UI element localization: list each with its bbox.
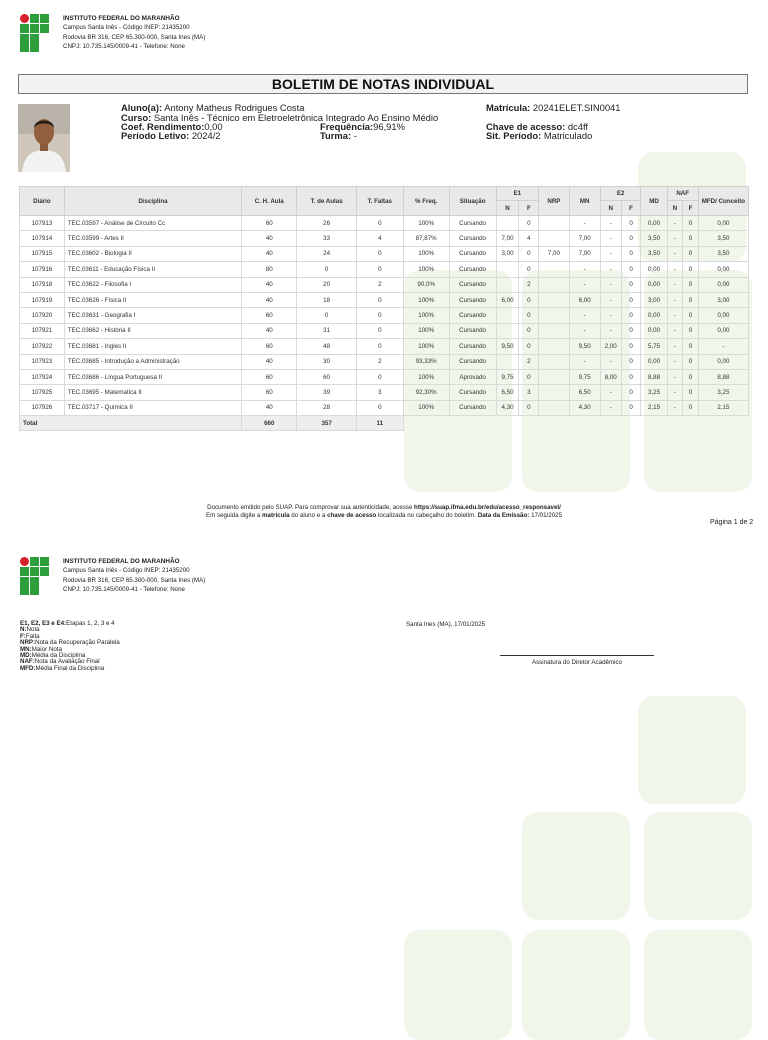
- cell-md: 2,15: [641, 400, 667, 415]
- header-naf: NAF: [667, 187, 698, 201]
- cell-mn: 7,00: [569, 246, 600, 261]
- cell-mfd: 0,00: [698, 277, 748, 292]
- cell-total-faltas: 0: [356, 216, 403, 231]
- cell-total-aulas: 31: [297, 323, 356, 338]
- cell-e1-n: [496, 216, 519, 231]
- cell-situacao: Cursando: [449, 354, 496, 369]
- total-faltas: 11: [356, 416, 403, 431]
- cell-diario: 107923: [20, 354, 65, 369]
- cell-naf-f: 0: [683, 385, 699, 400]
- cell-naf-n: -: [667, 339, 683, 354]
- cell-disciplina: TEC.03602 - Biologia II: [64, 246, 241, 261]
- cell-total-faltas: 0: [356, 339, 403, 354]
- cell-total-aulas: 30: [297, 354, 356, 369]
- cell-freq: 100%: [403, 400, 449, 415]
- cell-mfd: 3,25: [698, 385, 748, 400]
- table-row: [20, 339, 749, 354]
- header-md: MD: [641, 187, 667, 216]
- cell-ch-aula: 40: [242, 323, 297, 338]
- cell-freq: 100%: [403, 323, 449, 338]
- coef-rendimento: Coef. Rendimento:0,00: [121, 121, 223, 132]
- cell-e2-f: 0: [621, 277, 641, 292]
- cell-total-faltas: 0: [356, 308, 403, 323]
- cell-mn: -: [569, 262, 600, 277]
- table-row: [20, 369, 749, 384]
- cell-e2-n: -: [600, 308, 621, 323]
- header-disciplina: Disciplina: [64, 187, 241, 216]
- cell-diario: 107922: [20, 339, 65, 354]
- legend-item: E1, E2, E3 e E4:Etapas 1, 2, 3 e 4: [20, 620, 115, 627]
- cell-naf-n: -: [667, 385, 683, 400]
- cell-situacao: Cursando: [449, 385, 496, 400]
- cell-e1-f: 0: [519, 292, 539, 307]
- cell-disciplina: TEC.03686 - Língua Portuguesa II: [64, 369, 241, 384]
- ifma-logo: [20, 557, 60, 593]
- cell-e2-n: -: [600, 400, 621, 415]
- header-total-aulas: T. de Aulas: [297, 187, 356, 216]
- cell-mn: -: [569, 216, 600, 231]
- cell-diario: 107919: [20, 292, 65, 307]
- cell-ch-aula: 60: [242, 385, 297, 400]
- cell-situacao: Cursando: [449, 246, 496, 261]
- cell-total-aulas: 20: [297, 277, 356, 292]
- table-row: [20, 216, 749, 231]
- header-e1-f: F: [519, 201, 539, 216]
- cell-total-faltas: 3: [356, 385, 403, 400]
- cell-e2-f: 0: [621, 262, 641, 277]
- cell-naf-f: 0: [683, 292, 699, 307]
- cell-e2-f: 0: [621, 292, 641, 307]
- cell-diario: 107920: [20, 308, 65, 323]
- cell-e1-f: 4: [519, 231, 539, 246]
- cell-e2-n: -: [600, 216, 621, 231]
- cell-total-aulas: 24: [297, 246, 356, 261]
- cell-e2-f: 0: [621, 246, 641, 261]
- table-row: [20, 277, 749, 292]
- cell-naf-n: -: [667, 369, 683, 384]
- header-naf-f: F: [683, 201, 699, 216]
- cell-mn: 7,00: [569, 231, 600, 246]
- cell-situacao: Cursando: [449, 231, 496, 246]
- cell-total-aulas: 18: [297, 292, 356, 307]
- cell-mfd: 3,50: [698, 231, 748, 246]
- cell-mfd: 0,00: [698, 216, 748, 231]
- header-total-faltas: T. Faltas: [356, 187, 403, 216]
- cell-naf-f: 0: [683, 246, 699, 261]
- cell-naf-f: 0: [683, 354, 699, 369]
- institution-cnpj: CNPJ: 10.735.145/0009-41 - Telefone: None: [63, 43, 185, 51]
- header-naf-n: N: [667, 201, 683, 216]
- cell-disciplina: TEC.03599 - Artes II: [64, 231, 241, 246]
- cell-md: 0,00: [641, 216, 667, 231]
- header-diario: Diário: [20, 187, 65, 216]
- cell-md: 5,75: [641, 339, 667, 354]
- institution-name: INSTITUTO FEDERAL DO MARANHÃO: [63, 15, 180, 22]
- cell-e2-f: 0: [621, 308, 641, 323]
- cell-situacao: Cursando: [449, 262, 496, 277]
- cell-e1-n: [496, 323, 519, 338]
- ifma-logo: [20, 14, 60, 50]
- cell-nrp: [539, 262, 569, 277]
- cell-diario: 107921: [20, 323, 65, 338]
- cell-freq: 100%: [403, 308, 449, 323]
- cell-ch-aula: 60: [242, 369, 297, 384]
- student-course: Curso: Santa Inês - Técnico em Eletroeletrônica Integrado Ao Ensino Médio: [121, 111, 439, 123]
- institution-name: INSTITUTO FEDERAL DO MARANHÃO: [63, 558, 180, 565]
- cell-e1-n: 4,30: [496, 400, 519, 415]
- cell-naf-f: 0: [683, 277, 699, 292]
- cell-e2-n: -: [600, 385, 621, 400]
- cell-e2-n: -: [600, 231, 621, 246]
- cell-situacao: Cursando: [449, 292, 496, 307]
- cell-mfd: 8,88: [698, 369, 748, 384]
- cell-e1-f: 0: [519, 369, 539, 384]
- cell-ch-aula: 40: [242, 292, 297, 307]
- cell-md: 0,00: [641, 354, 667, 369]
- cell-e2-f: 0: [621, 369, 641, 384]
- cell-diario: 107924: [20, 369, 65, 384]
- cell-md: 3,25: [641, 385, 667, 400]
- cell-naf-n: -: [667, 323, 683, 338]
- page-number: Página 1 de 2: [710, 519, 754, 526]
- cell-nrp: [539, 216, 569, 231]
- suap-link[interactable]: https://suap.ifma.edu.br/edu/acesso_responsavel/: [414, 504, 561, 511]
- total-aulas: 357: [297, 416, 356, 431]
- cell-total-faltas: 4: [356, 231, 403, 246]
- cell-total-faltas: 2: [356, 354, 403, 369]
- cell-disciplina: TEC.03611 - Educação Física II: [64, 262, 241, 277]
- institution-header: [63, 557, 205, 595]
- header-freq: % Freq.: [403, 187, 449, 216]
- cell-e2-f: 0: [621, 216, 641, 231]
- cell-e1-n: 7,00: [496, 231, 519, 246]
- cell-e2-n: -: [600, 292, 621, 307]
- cell-diario: 107913: [20, 216, 65, 231]
- cell-md: 3,50: [641, 246, 667, 261]
- total-label: Total: [20, 416, 242, 431]
- cell-ch-aula: 60: [242, 216, 297, 231]
- cell-e2-f: 0: [621, 400, 641, 415]
- cell-total-aulas: 39: [297, 385, 356, 400]
- cell-e1-f: 0: [519, 262, 539, 277]
- cell-naf-n: -: [667, 246, 683, 261]
- cell-total-faltas: 0: [356, 400, 403, 415]
- table-row: [20, 246, 749, 261]
- cell-ch-aula: 60: [242, 339, 297, 354]
- cell-e2-f: 0: [621, 231, 641, 246]
- cell-freq: 100%: [403, 369, 449, 384]
- student-photo: [18, 104, 70, 172]
- cell-ch-aula: 40: [242, 246, 297, 261]
- periodo-letivo: Período Letivo: 2024/2: [121, 130, 221, 141]
- cell-mn: 9,50: [569, 339, 600, 354]
- cell-e2-n: -: [600, 262, 621, 277]
- cell-mfd: 0,00: [698, 323, 748, 338]
- cell-situacao: Cursando: [449, 308, 496, 323]
- cell-nrp: 7,00: [539, 246, 569, 261]
- table-row: [20, 323, 749, 338]
- cell-e2-n: -: [600, 323, 621, 338]
- cell-e1-n: 9,75: [496, 369, 519, 384]
- header-situacao: Situação: [449, 187, 496, 216]
- table-row: [20, 400, 749, 415]
- cell-e1-n: [496, 277, 519, 292]
- cell-naf-f: 0: [683, 323, 699, 338]
- table-row: [20, 385, 749, 400]
- cell-md: 0,00: [641, 277, 667, 292]
- cell-nrp: [539, 385, 569, 400]
- cell-e1-f: 0: [519, 216, 539, 231]
- legend-item: MN:Maior Nota: [20, 645, 62, 653]
- cell-e2-n: -: [600, 246, 621, 261]
- frequencia: Frequência:96,91%: [320, 121, 405, 132]
- cell-e1-f: 2: [519, 354, 539, 369]
- cell-mn: -: [569, 308, 600, 323]
- cell-nrp: [539, 339, 569, 354]
- cell-freq: 100%: [403, 292, 449, 307]
- cell-e2-n: -: [600, 277, 621, 292]
- instructions-note: Em seguida digite a matrícula do aluno e a chave de acesso localizada no cabeçalho do boletim. Data da Emissão: 17/01/2025: [205, 512, 563, 519]
- table-row: [20, 262, 749, 277]
- matricula: Matrícula: 20241ELET.SIN0041: [486, 102, 621, 113]
- institution-campus: Campus Santa Inês - Código INEP: 21435200: [63, 24, 190, 32]
- header-e2-n: N: [600, 201, 621, 216]
- turma: Turma: -: [320, 130, 357, 141]
- cell-naf-n: -: [667, 277, 683, 292]
- cell-ch-aula: 40: [242, 277, 297, 292]
- cell-naf-f: 0: [683, 308, 699, 323]
- cell-freq: 93,33%: [403, 354, 449, 369]
- cell-mn: -: [569, 354, 600, 369]
- cell-naf-f: 0: [683, 216, 699, 231]
- cell-naf-n: -: [667, 292, 683, 307]
- cell-situacao: Cursando: [449, 400, 496, 415]
- cell-naf-n: -: [667, 262, 683, 277]
- cell-mfd: 0,00: [698, 308, 748, 323]
- signature-line: [500, 655, 654, 656]
- cell-mfd: 0,00: [698, 354, 748, 369]
- cell-situacao: Cursando: [449, 323, 496, 338]
- cell-disciplina: TEC.03685 - Introdução a Administração: [64, 354, 241, 369]
- legend-item: NAF:Nota da Avaliação Final: [20, 658, 100, 666]
- cell-e1-n: 6,50: [496, 385, 519, 400]
- cell-total-faltas: 2: [356, 277, 403, 292]
- cell-naf-f: 0: [683, 400, 699, 415]
- cell-nrp: [539, 354, 569, 369]
- cell-freq: 90,0%: [403, 277, 449, 292]
- cell-e1-f: 0: [519, 339, 539, 354]
- table-row: [20, 231, 749, 246]
- cell-e2-f: 0: [621, 323, 641, 338]
- cell-naf-f: 0: [683, 369, 699, 384]
- page-title: BOLETIM DE NOTAS INDIVIDUAL: [18, 74, 748, 94]
- cell-mfd: 3,00: [698, 292, 748, 307]
- cell-mfd: 2,15: [698, 400, 748, 415]
- cell-total-faltas: 0: [356, 246, 403, 261]
- header-mn: MN: [569, 187, 600, 216]
- grades-table: [19, 186, 749, 431]
- cell-e1-n: 9,50: [496, 339, 519, 354]
- cell-e1-n: [496, 354, 519, 369]
- institution-header: [63, 14, 205, 52]
- cell-naf-n: -: [667, 308, 683, 323]
- institution-campus: Campus Santa Inês - Código INEP: 21435200: [63, 567, 190, 575]
- cell-mfd: -: [698, 339, 748, 354]
- cell-situacao: Aprovado: [449, 369, 496, 384]
- cell-disciplina: TEC.03695 - Matematica II: [64, 385, 241, 400]
- cell-mn: 6,50: [569, 385, 600, 400]
- cell-nrp: [539, 323, 569, 338]
- legend-item: N:Nota: [20, 626, 40, 634]
- cell-total-aulas: 48: [297, 339, 356, 354]
- cell-e2-f: 0: [621, 354, 641, 369]
- situacao-periodo: Sit. Período: Matriculado: [486, 130, 593, 141]
- cell-total-aulas: 60: [297, 369, 356, 384]
- cell-total-aulas: 0: [297, 308, 356, 323]
- header-e1-n: N: [496, 201, 519, 216]
- cell-total-faltas: 0: [356, 369, 403, 384]
- cell-naf-n: -: [667, 400, 683, 415]
- cell-naf-n: -: [667, 231, 683, 246]
- cell-nrp: [539, 277, 569, 292]
- cell-mfd: 3,50: [698, 246, 748, 261]
- cell-freq: 100%: [403, 216, 449, 231]
- cell-total-faltas: 0: [356, 323, 403, 338]
- cell-total-aulas: 26: [297, 216, 356, 231]
- cell-total-faltas: 0: [356, 262, 403, 277]
- header-ch-aula: C. H. Aula: [242, 187, 297, 216]
- legend-item: MD:Média da Disciplina: [20, 652, 86, 660]
- cell-mn: 4,30: [569, 400, 600, 415]
- cell-naf-f: 0: [683, 262, 699, 277]
- legend-item: MFD:Média Final da Disciplina: [20, 664, 105, 672]
- student-name: Aluno(a): Antony Matheus Rodrigues Costa: [121, 102, 305, 113]
- cell-e2-f: 0: [621, 385, 641, 400]
- signature-label: Assinatura do Diretor Acadêmico: [531, 659, 623, 666]
- cell-mfd: 0,00: [698, 262, 748, 277]
- table-row: [20, 308, 749, 323]
- cell-md: 0,00: [641, 323, 667, 338]
- cell-e2-n: 8,00: [600, 369, 621, 384]
- cell-total-aulas: 33: [297, 231, 356, 246]
- cell-e2-f: 0: [621, 339, 641, 354]
- cell-mn: 6,00: [569, 292, 600, 307]
- cell-ch-aula: 40: [242, 400, 297, 415]
- cell-md: 3,00: [641, 292, 667, 307]
- cell-disciplina: TEC.03622 - Filosofia I: [64, 277, 241, 292]
- cell-nrp: [539, 231, 569, 246]
- total-ch: 660: [242, 416, 297, 431]
- cell-e1-n: [496, 308, 519, 323]
- authenticity-note: Documento emitido pelo SUAP. Para comprovar sua autenticidade, acesse https://suap.ifma.edu.br/edu/acesso_responsavel/: [207, 504, 561, 511]
- cell-disciplina: TEC.03631 - Geografia I: [64, 308, 241, 323]
- cell-e1-f: 3: [519, 385, 539, 400]
- cell-nrp: [539, 308, 569, 323]
- institution-address: Rodovia BR 316, CEP 65.300-000, Santa Ines (MA): [63, 576, 206, 584]
- cell-diario: 107918: [20, 277, 65, 292]
- cell-disciplina: TEC.03626 - Física II: [64, 292, 241, 307]
- cell-freq: 100%: [403, 262, 449, 277]
- header-e2-f: F: [621, 201, 641, 216]
- cell-naf-f: 0: [683, 231, 699, 246]
- institution-cnpj: CNPJ: 10.735.145/0009-41 - Telefone: None: [63, 586, 185, 594]
- cell-ch-aula: 40: [242, 231, 297, 246]
- cell-disciplina: TEC.03717 - Química II: [64, 400, 241, 415]
- cell-total-aulas: 28: [297, 400, 356, 415]
- cell-nrp: [539, 400, 569, 415]
- cell-disciplina: TEC.03681 - Ingles II: [64, 339, 241, 354]
- cell-e1-f: 2: [519, 277, 539, 292]
- cell-naf-n: -: [667, 354, 683, 369]
- cell-ch-aula: 60: [242, 308, 297, 323]
- cell-situacao: Cursando: [449, 216, 496, 231]
- cell-situacao: Cursando: [449, 339, 496, 354]
- cell-md: 8,88: [641, 369, 667, 384]
- cell-ch-aula: 40: [242, 354, 297, 369]
- cell-freq: 100%: [403, 339, 449, 354]
- cell-e1-f: 0: [519, 323, 539, 338]
- city-date: Santa Ines (MA), 17/01/2025: [406, 621, 486, 628]
- cell-md: 3,50: [641, 231, 667, 246]
- chave-acesso: Chave de acesso: dc4ff: [486, 121, 588, 132]
- legend-item: F:Falta: [20, 632, 40, 640]
- cell-e1-f: 0: [519, 400, 539, 415]
- legend-item: NRP:Nota da Recuperação Paralela: [20, 639, 120, 647]
- cell-total-aulas: 0: [297, 262, 356, 277]
- cell-diario: 107916: [20, 262, 65, 277]
- cell-disciplina: TEC.03597 - Análise de Circuito Cc: [64, 216, 241, 231]
- cell-mn: -: [569, 277, 600, 292]
- cell-nrp: [539, 369, 569, 384]
- legend: [20, 621, 120, 672]
- institution-address: Rodovia BR 316, CEP 65.300-000, Santa Ines (MA): [63, 33, 206, 41]
- header-nrp: NRP: [539, 187, 569, 216]
- cell-diario: 107926: [20, 400, 65, 415]
- cell-situacao: Cursando: [449, 277, 496, 292]
- cell-e1-n: 3,00: [496, 246, 519, 261]
- cell-naf-f: 0: [683, 339, 699, 354]
- cell-e2-n: 2,00: [600, 339, 621, 354]
- total-row: [20, 416, 749, 431]
- cell-e1-f: 0: [519, 308, 539, 323]
- cell-freq: 100%: [403, 246, 449, 261]
- header-e1: E1: [496, 187, 539, 201]
- cell-freq: 92,30%: [403, 385, 449, 400]
- cell-mn: 9,75: [569, 369, 600, 384]
- cell-e1-n: 6,00: [496, 292, 519, 307]
- cell-e1-n: [496, 262, 519, 277]
- cell-e2-n: -: [600, 354, 621, 369]
- cell-disciplina: TEC.03662 - História II: [64, 323, 241, 338]
- cell-total-faltas: 0: [356, 292, 403, 307]
- cell-diario: 107914: [20, 231, 65, 246]
- cell-md: 0,00: [641, 262, 667, 277]
- header-e2: E2: [600, 187, 641, 201]
- cell-ch-aula: 80: [242, 262, 297, 277]
- cell-nrp: [539, 292, 569, 307]
- table-row: [20, 354, 749, 369]
- header-mfd: MFD/ Conceito: [698, 187, 748, 216]
- cell-md: 0,00: [641, 308, 667, 323]
- cell-e1-f: 0: [519, 246, 539, 261]
- cell-freq: 87,87%: [403, 231, 449, 246]
- cell-diario: 107925: [20, 385, 65, 400]
- cell-naf-n: -: [667, 216, 683, 231]
- table-row: [20, 292, 749, 307]
- cell-mn: -: [569, 323, 600, 338]
- cell-diario: 107915: [20, 246, 65, 261]
